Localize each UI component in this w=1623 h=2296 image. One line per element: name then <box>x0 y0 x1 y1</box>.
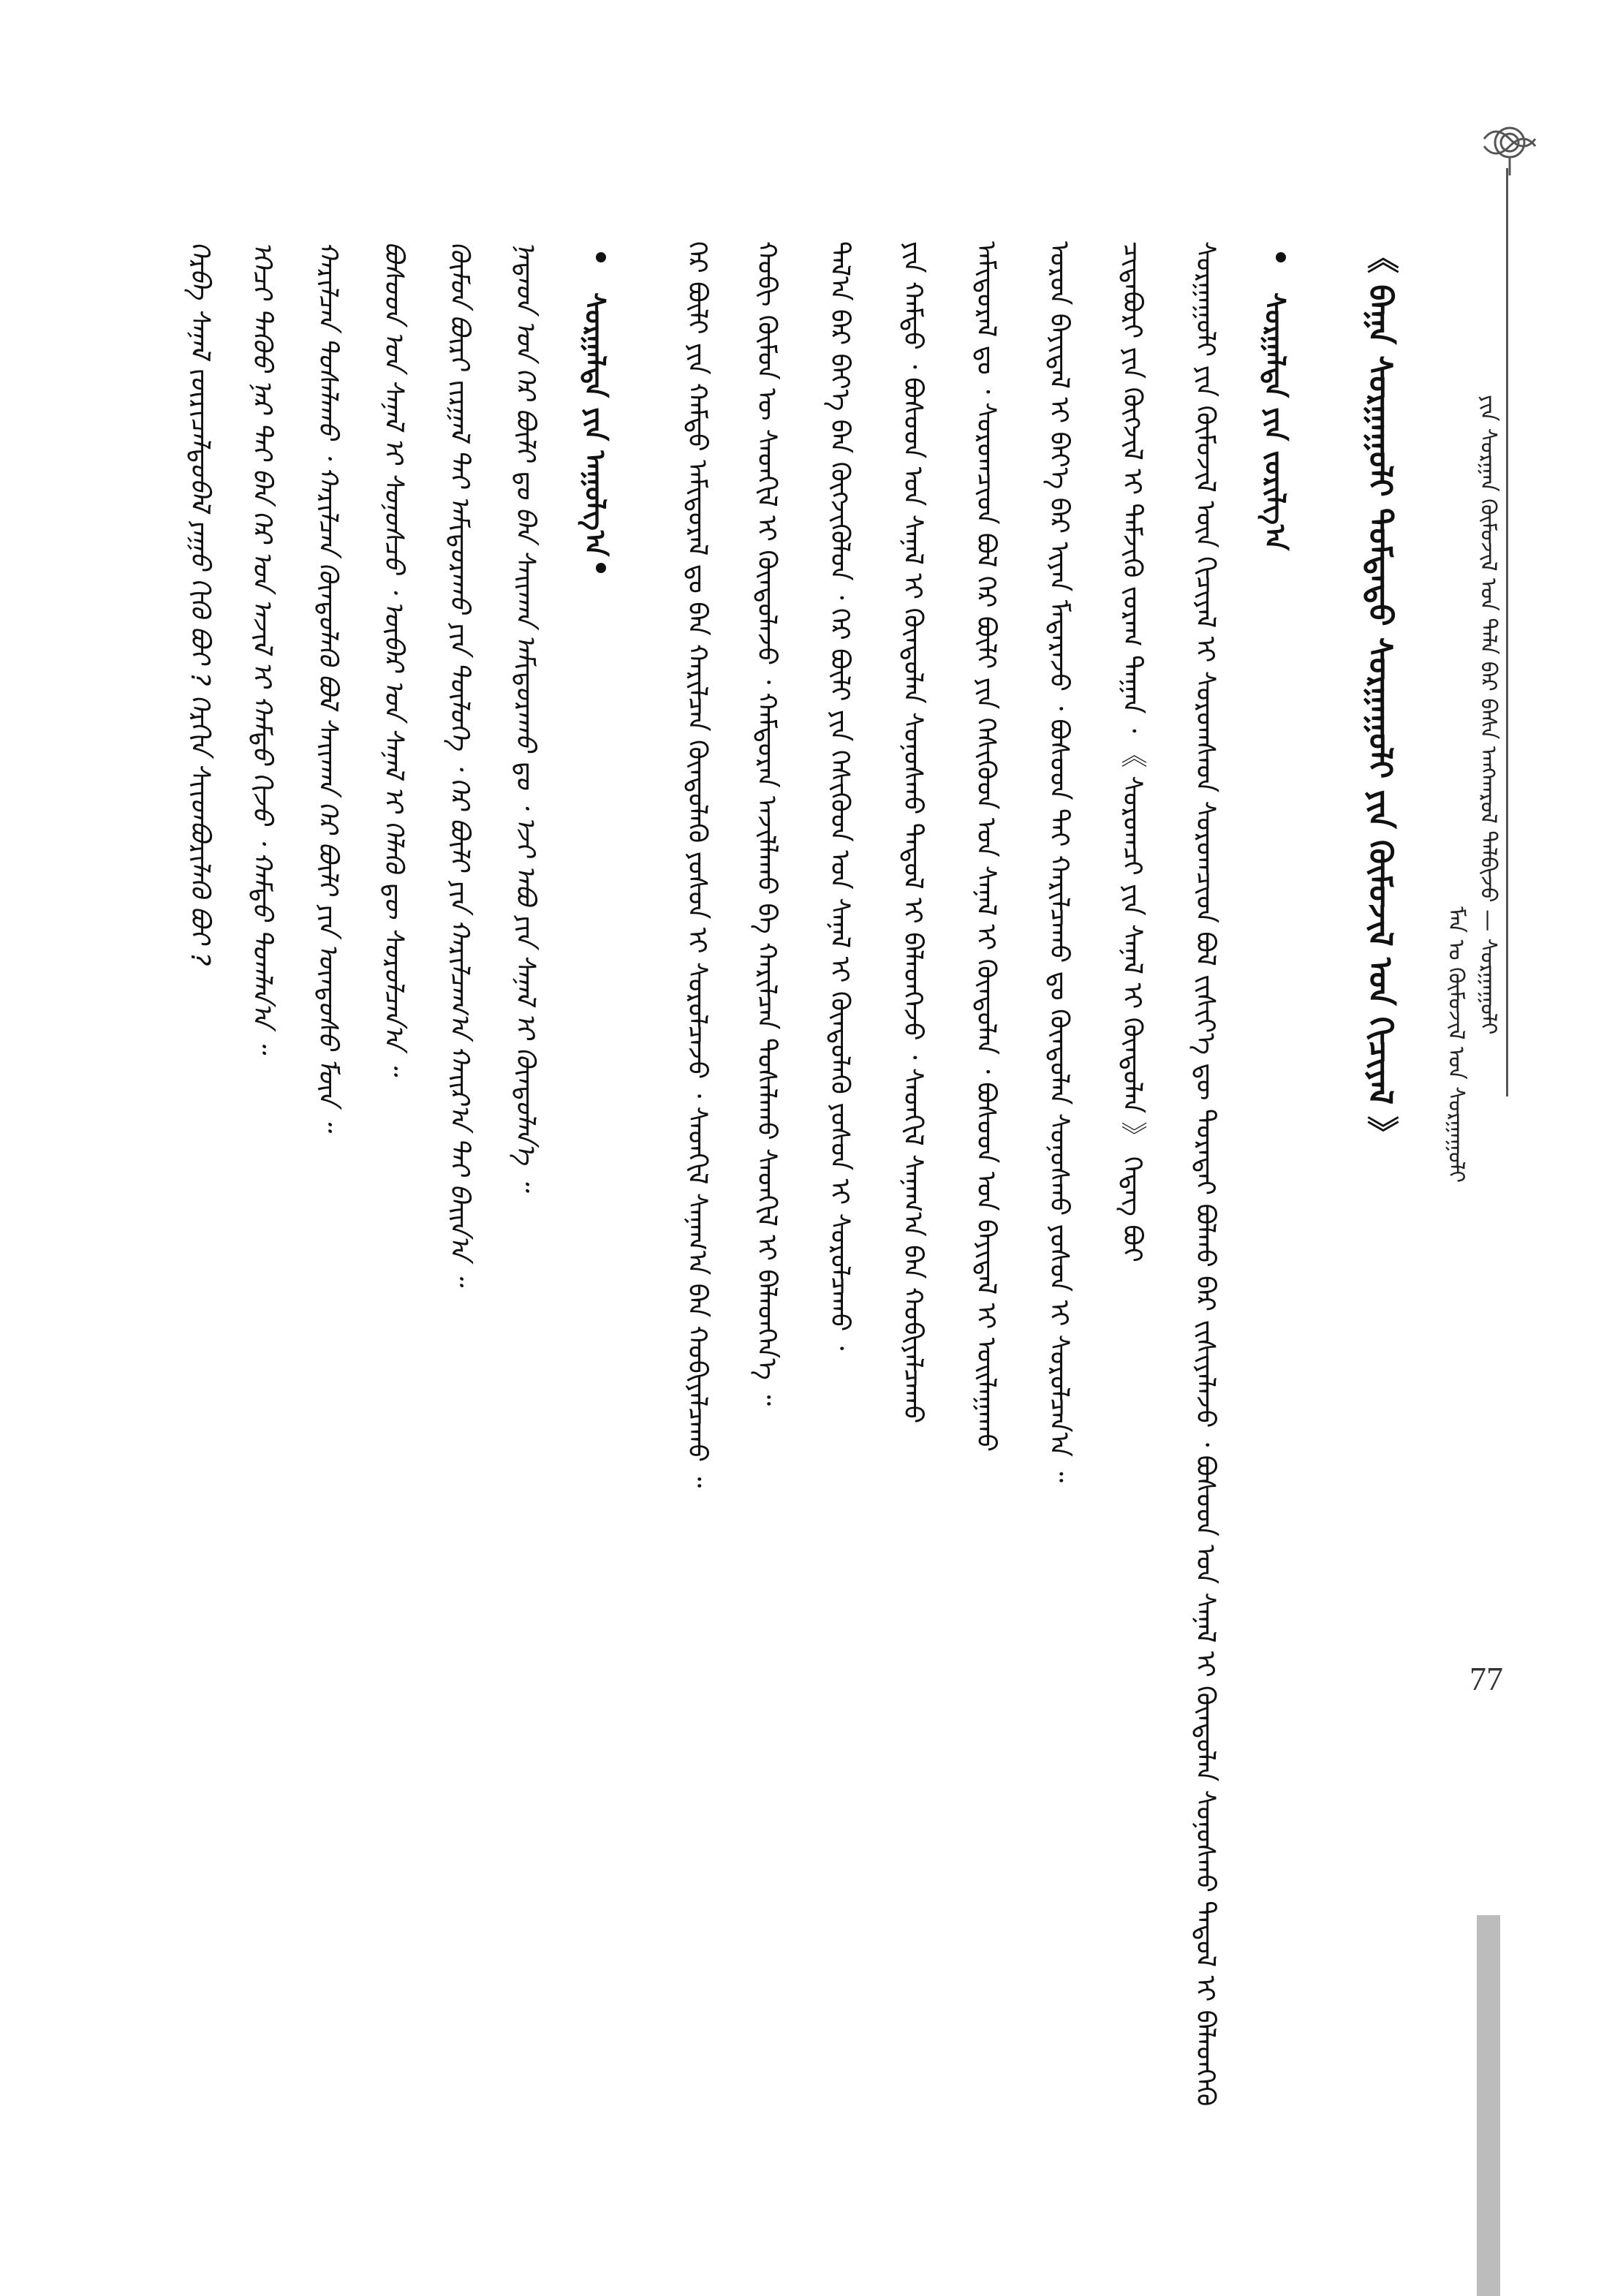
section-heading-content: ᠰᠤᠷᠭᠠᠯᠲᠠ ᠶᠢᠨ ᠠᠭᠤᠯᠭ᠎ᠠ <box>579 292 611 557</box>
verse-line: ᠬᠦᠮᠦᠨ ᠪᠦᠷᠢ ᠵᠢᠷᠭᠠᠯ ᠲᠠᠢ ᠠᠮᠢᠳᠤᠷᠠᠬᠤ ᠶᠢᠨ ᠲᠥᠯᠥᠭᠡ ᠂ ᠭᠡᠷ ᠪᠦᠯᠢ ᠶᠢᠨ ᠬᠠᠷᠢᠯᠴᠠᠭ᠎ᠠ ᠬᠠᠢᠷ᠎ᠠ ᠲᠠᠢ ᠪᠠᠢᠨ᠎ᠠ ᠃ <box>444 241 474 1285</box>
paragraph-line: ᠲᠠᠯ᠎ᠠ ᠪᠠᠷ ᠪᠡᠶ᠎ᠡ ᠪᠡᠨ ᠬᠥᠭᠵᠢᠭᠦᠯᠦᠨ ᠂ ᠭᠡᠷ ᠪᠦᠯᠢ ᠶᠢᠨ ᠭᠡᠰᠢᠭᠦᠳ ᠤᠨ ᠰᠠᠨᠠᠯ ᠢ ᠬᠦᠨᠳᠦᠯᠡᠬᠦ ᠶᠤᠰᠤᠨ ᠢ ᠰᠤᠷᠤᠯᠴᠠᠬᠤ ᠂ <box>825 241 855 1351</box>
verse-line: ᠬᠡᠷᠪᠡ ᠰᠠᠨᠠᠯ ᠵᠥᠷᠢᠴᠡᠯᠳᠦᠪᠡᠯ ᠶᠠᠭᠤ ᠬᠢᠬᠦ ᠪᠤᠢ ? ᠬᠡᠷᠬᠢᠨ ᠰᠢᠢᠳᠪᠦᠷᠢᠯᠡᠬᠦ ᠪᠤᠢ ? <box>185 241 215 966</box>
running-header-line2: ᠮᠠᠨ ᠤ ᠬᠦᠮᠦᠵᠢᠯ ᠤᠨ ᠰᠤᠷᠭᠠᠭᠤᠯᠢ <box>1443 906 1469 1183</box>
page-number: 77 <box>1469 1660 1503 1697</box>
paragraph-line: ᠬᠤᠪᠢ ᠬᠥᠮᠦᠨ ᠦ ᠰᠡᠳᠬᠢᠯ ᠢ ᠬᠦᠨᠳᠦᠯᠡᠵᠦ ᠂ ᠬᠠᠮᠲᠤᠷᠠᠨ ᠠᠵᠢᠯᠯᠠᠬᠤ ᠪᠠ ᠬᠠᠷᠢᠯᠴᠠᠨ ᠲᠤᠰᠠᠯᠠᠬᠤ ᠰᠡᠳᠬᠢᠯ ᠢ ᠪᠡᠯᠡᠳᠬᠡᠨ᠎ᠡ ᠃ <box>752 241 782 1406</box>
verse-line: ᠪᠤᠰᠤᠳ ᠤᠨ ᠰᠠᠨᠠᠯ ᠢ ᠰᠣᠨᠤᠰᠴᠤ ᠂ ᠥᠪᠡᠷ ᠤᠨ ᠰᠠᠨᠠᠯ ᠢ ᠬᠡᠯᠡᠬᠦ ᠳᠦ ᠰᠤᠷᠤᠯᠴᠠᠨ᠎ᠠ ᠃ <box>379 241 409 1075</box>
lesson-title: 《 ᠪᠠᠭᠠ ᠰᠤᠷᠭᠠᠭᠤᠯᠢ ᠳᠤᠮᠳᠠᠳᠤ ᠰᠤᠷᠭᠠᠭᠤᠯᠢ ᠶᠢᠨ ᠬᠦᠮᠦᠵᠢᠯ ᠤᠨ ᠬᠢᠴᠢᠶᠡᠯ 》 <box>1361 241 1399 1148</box>
bullet-icon <box>596 563 606 573</box>
verse-line: ᠨᠠᠳᠠᠳ ᠤᠨ ᠭᠡᠷ ᠪᠦᠯᠢ ᠳᠤ ᠪᠡᠨ ᠰᠠᠢᠬᠠᠨ ᠠᠮᠢᠳᠤᠷᠠᠬᠤ ᠳᠤ ᠂ ᠡᠵᠢ ᠠᠪᠤ ᠶᠢᠨ ᠰᠠᠨᠠᠯ ᠢ ᠬᠦᠨᠳᠦᠯᠡᠨ᠎ᠡ ᠃ <box>510 241 540 1191</box>
paragraph-line: ᠭᠡᠷ ᠪᠦᠯᠢ ᠶᠢᠨ ᠬᠠᠮᠲᠤ ᠠᠮᠢᠳᠤᠷᠠᠯ ᠳᠤ ᠪᠡᠨ ᠬᠠᠷᠢᠯᠴᠠᠨ ᠬᠦᠨᠳᠦᠯᠡᠬᠦ ᠶᠤᠰᠤᠨ ᠢ ᠰᠤᠷᠤᠯᠴᠠᠵᠤ ᠂ ᠰᠡᠳᠬᠢᠯ ᠰᠠᠨᠠᠭ᠎ᠠ ᠪᠡᠨ ᠬᠤᠪᠢᠶᠠᠯᠴᠠᠬᠤ ᠃ <box>682 241 712 1488</box>
ornament-icon <box>1469 117 1550 175</box>
running-header-line1: ᠶᠢᠨ ᠰᠤᠷᠭᠠᠨ ᠬᠦᠮᠦᠵᠢᠯ ᠤᠨ ᠲᠠᠯᠠ ᠪᠠᠷ ᠪᠠᠰᠠ ᠠᠩᠬᠠᠷᠤᠯ ᠲᠠᠯᠪᠢᠵᠤ — ᠰᠤᠷᠭᠠᠭᠤᠯᠢ <box>1475 395 1501 1035</box>
header-rule <box>1506 168 1508 1096</box>
paragraph-line: ᠤᠷᠤᠨ ᠪᠠᠶᠢᠳᠠᠯ ᠢ ᠪᠡᠶ᠎ᠡ ᠪᠡᠷ ᠢᠶᠡᠨ ᠮᠡᠳᠡᠷᠡᠵᠦ ᠂ ᠪᠤᠰᠤᠳ ᠲᠠᠢ ᠬᠠᠷᠢᠯᠴᠠᠬᠤ ᠳᠤ ᠬᠥᠨᠳᠦᠯᠡᠨ ᠰᠣᠨᠤᠰᠬᠤ ᠶᠤᠰᠤᠨ ᠢ ᠰᠤᠷᠤᠯᠴᠠᠨ᠎ᠠ ᠃ <box>1044 241 1074 1483</box>
bullet-icon <box>1276 252 1286 262</box>
paragraph-line: ᠶᠢᠨ ᠬᠠᠮᠲᠤ ᠂ ᠪᠤᠰᠤᠳ ᠤᠨ ᠰᠠᠨᠠᠯ ᠢ ᠬᠦᠨᠳᠦᠯᠡᠨ ᠰᠣᠨᠤᠰᠬᠤ ᠳᠠᠳᠤᠯ ᠢ ᠪᠡᠯᠡᠳᠬᠡᠵᠦ ᠂ ᠰᠡᠳᠬᠢᠯ ᠰᠠᠨᠠᠭ᠎ᠠ ᠪᠡᠨ ᠬᠤᠪᠢᠶᠠᠯᠴᠠᠬᠤ <box>898 241 928 1424</box>
page-edge-tab <box>1477 1915 1500 2296</box>
verse-line: ᠡᠭᠡᠴᠢ ᠳᠡᠭᠦᠦ ᠨᠠᠷ ᠲᠠᠢ ᠪᠠᠨ ᠭᠡᠷ ᠤᠨ ᠠᠵᠢᠯ ᠢ ᠬᠠᠮᠲᠤ ᠬᠢᠵᠦ ᠂ ᠬᠠᠮᠲᠤ ᠲᠣᠭᠯᠠᠨ᠎ᠠ ᠃ <box>247 241 277 1053</box>
bullet-icon <box>596 252 606 262</box>
paragraph-line: ᠰᠤᠷᠭᠠᠭᠤᠯᠢ ᠶᠢᠨ ᠬᠦᠮᠦᠵᠢᠯ ᠦᠨ ᠬᠢᠴᠢᠶᠡᠯ ᠢ ᠰᠤᠷᠤᠭᠰᠠᠳ ᠰᠤᠷᠤᠭᠴᠢᠳ ᠪᠣᠯ ᠵᠢᠱᠢᠶ᠎ᠡ ᠳᠦ ᠳᠤᠷᠠᠲᠠᠢ ᠪᠣᠯᠬᠤ ᠪᠠᠷ ᠵᠢᠱᠢᠶᠡᠯᠡᠵᠦ ᠂ ᠪᠤᠰᠤᠳ ᠤᠨ ᠰᠠᠨᠠᠯ ᠢ ᠬᠦᠨᠳᠦᠯᠡᠨ ᠰᠣᠨᠤᠰᠬᠤ ᠳᠠᠳᠤᠯ ᠢ ᠪᠡᠯᠡᠳᠬᠡᠬᠦ <box>1190 241 1220 2107</box>
verse-line: ᠬᠠᠷᠢᠯᠴᠠᠨ ᠲᠤᠰᠠᠯᠠᠬᠤ ᠂ ᠬᠠᠷᠢᠯᠴᠠᠨ ᠬᠦᠨᠳᠦᠯᠡᠬᠦ ᠪᠣᠯ ᠰᠠᠢᠬᠠᠨ ᠭᠡᠷ ᠪᠦᠯᠢ ᠶᠢᠨ ᠦᠨᠳᠦᠰᠦ ᠮᠥᠨ ᠃ <box>313 241 343 1131</box>
paragraph-line: ᠠᠮᠢᠳᠤᠷᠠᠯ ᠳᠤ ᠂ ᠰᠤᠷᠤᠭᠴᠢᠳ ᠪᠣᠯ ᠭᠡᠷ ᠪᠦᠯᠢ ᠶᠢᠨ ᠭᠡᠰᠢᠭᠦᠳ ᠤᠨ ᠰᠠᠨᠠᠯ ᠢ ᠬᠦᠨᠳᠦᠯᠡᠨ ᠂ ᠪᠤᠰᠤᠳ ᠤᠨ ᠪᠠᠶᠢᠳᠠᠯ ᠢ ᠣᠢᠯᠠᠭᠠᠬᠤ <box>971 241 1001 1452</box>
section-heading-objectives: ᠰᠤᠷᠭᠠᠯᠲᠠ ᠶᠢᠨ ᠵᠣᠷᠢᠯᠭ᠎ᠠ <box>1259 292 1291 551</box>
paragraph-line: ᠴᠢᠳᠠᠪᠤᠷᠢ ᠶᠢᠨ ᠬᠥᠭᠵᠢᠯ ᠢ ᠳᠡᠮᠵᠢᠬᠦ ᠵᠤᠷᠠᠭ ᠳᠠᠭᠠᠨ ᠂ 《 ᠰᠤᠷᠤᠭᠴᠢ ᠶᠢᠨ ᠰᠠᠨᠠᠯ ᠢ ᠬᠦᠨᠳᠦᠯᠡᠨ 》 ᠭᠡᠳᠡᠭ ᠪᠤᠢ <box>1117 241 1147 1262</box>
